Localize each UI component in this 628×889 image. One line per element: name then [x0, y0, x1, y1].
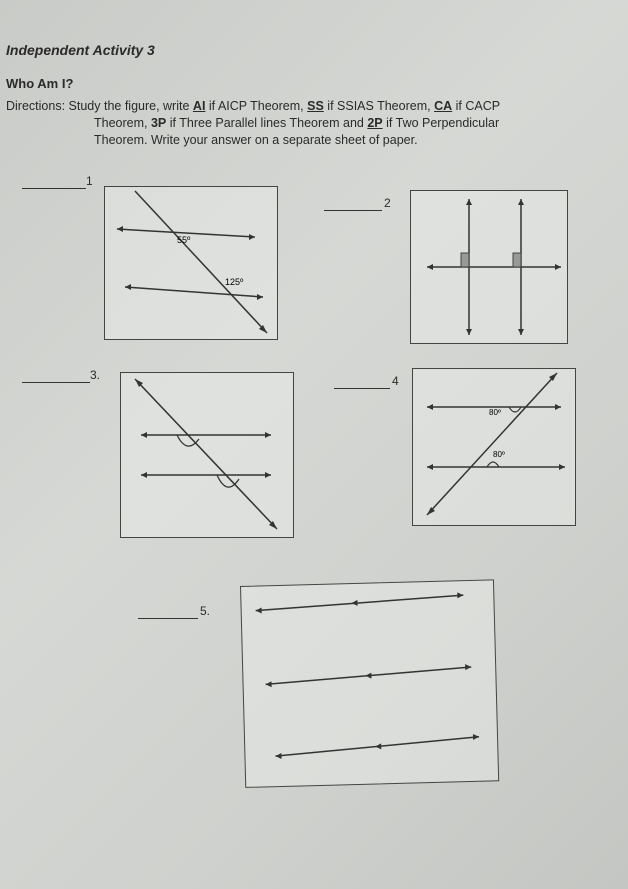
directions-text-3: if SSIAS Theorem, [327, 99, 431, 113]
figure-5 [241, 580, 498, 787]
directions-text-1: Study the figure, write [68, 99, 190, 113]
figure-4-angle-label-1: 80º [489, 408, 501, 417]
figure-4 [413, 369, 575, 525]
figure-3-angle-arc-1 [177, 435, 199, 446]
figure-1-transversal [135, 191, 267, 333]
directions-text-7: if Two Perpendicular [386, 116, 500, 130]
code-ca: CA [434, 99, 453, 113]
code-3p: 3P [150, 116, 167, 130]
figure-1-angle-label-1: 55º [177, 235, 191, 245]
figure-3 [121, 373, 293, 537]
figure-2-right-angle-mark-2 [513, 253, 521, 267]
figure-4-angle-label-2: 80º [493, 450, 505, 459]
figure-2 [411, 191, 567, 343]
figure-1-box [104, 186, 278, 340]
figure-3-transversal [135, 379, 277, 529]
directions-text-5: Theorem, [94, 116, 148, 130]
activity-title: Independent Activity 3 [6, 42, 155, 58]
figure-3-box [120, 372, 294, 538]
code-2p: 2P [367, 116, 383, 130]
answer-blank-3[interactable] [22, 382, 90, 383]
answer-blank-4[interactable] [334, 388, 390, 389]
item-number-2: 2 [384, 196, 391, 210]
directions-text-4: if CACP [455, 99, 501, 113]
figure-2-right-angle-mark-1 [461, 253, 469, 267]
directions [6, 98, 606, 149]
figure-5-box [240, 579, 499, 788]
code-ss: SS [307, 99, 324, 113]
activity-subtitle: Who Am I? [6, 76, 74, 91]
figure-1-angle-label-2: 125º [225, 277, 244, 287]
answer-blank-5[interactable] [138, 618, 198, 619]
directions-text-6: if Three Parallel lines Theorem and [169, 116, 364, 130]
figure-4-box [412, 368, 576, 526]
code-ai: AI [192, 99, 206, 113]
directions-text-8: Theorem. Write your answer on a separate sheet of paper. [94, 133, 418, 147]
figure-2-box [410, 190, 568, 344]
directions-text-2: if AICP Theorem, [208, 99, 304, 113]
figure-4-transversal [427, 373, 557, 515]
figure-1 [105, 187, 277, 339]
item-number-1: 1 [86, 174, 93, 188]
answer-blank-2[interactable] [324, 210, 382, 211]
answer-blank-1[interactable] [22, 188, 86, 189]
item-number-5: 5. [200, 604, 211, 618]
directions-label: Directions: [6, 99, 66, 113]
figure-5-parallel-line-1 [255, 595, 463, 610]
item-number-3: 3. [90, 368, 101, 382]
figure-1-parallel-line-bottom [125, 287, 263, 297]
item-number-4: 4 [392, 374, 399, 388]
